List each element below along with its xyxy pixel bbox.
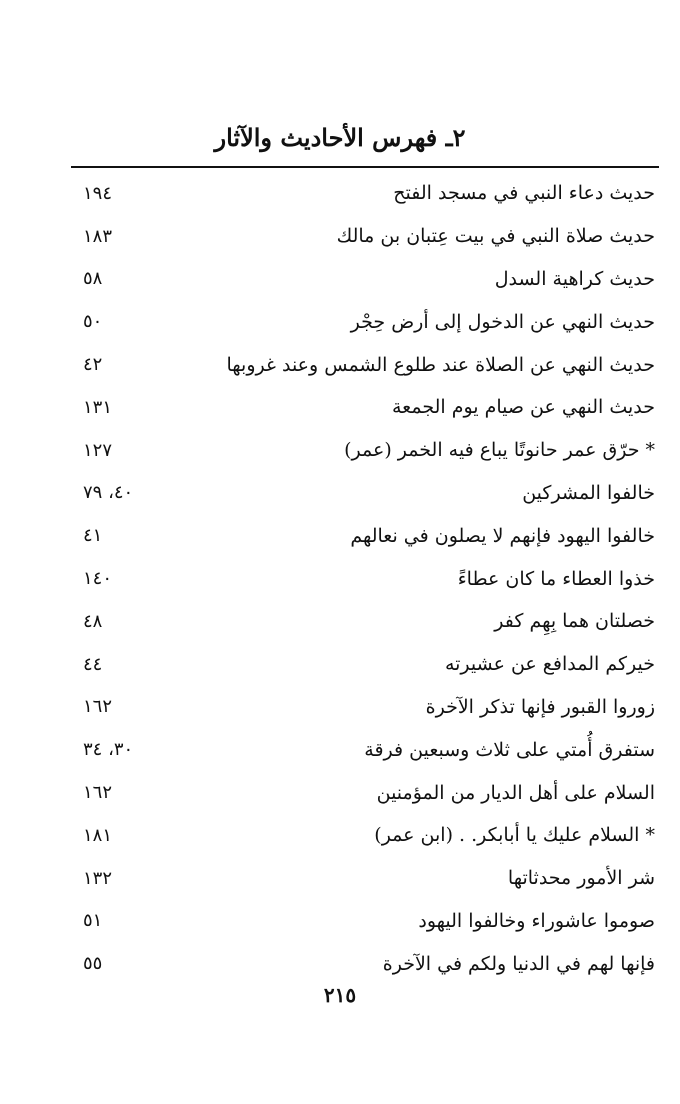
index-entry — [71, 728, 659, 771]
page-reference: ١٨٣ — [83, 225, 113, 247]
hadith-text: خذوا العطاء ما كان عطاءً — [457, 567, 655, 590]
index-entry — [71, 172, 659, 215]
page-reference: ٤٨ — [83, 610, 103, 632]
page-reference: ٥٠ — [83, 311, 103, 333]
hadith-text: خالفوا اليهود فإنهم لا يصلون في نعالهم — [350, 524, 655, 547]
title-divider — [71, 166, 659, 168]
index-entry — [71, 215, 659, 258]
hadith-text: فإنها لهم في الدنيا ولكم في الآخرة — [382, 952, 655, 975]
hadith-text: خصلتان هما بِهِم كفر — [494, 610, 655, 633]
hadith-text: حديث النهي عن صيام يوم الجمعة — [391, 396, 655, 419]
hadith-text: حديث دعاء النبي في مسجد الفتح — [393, 182, 655, 205]
hadith-text: حديث النهي عن الصلاة عند طلوع الشمس وعند غروبها — [226, 353, 655, 376]
hadith-text: شر الأمور محدثاتها — [507, 867, 655, 890]
page-number: ٢١٥ — [323, 983, 357, 1007]
index-entry — [71, 771, 659, 814]
hadith-text: حديث صلاة النبي في بيت عِتبان بن مالك — [336, 225, 655, 248]
page-reference: ٤١ — [83, 525, 103, 547]
index-entry — [71, 386, 659, 429]
page-reference: ١٣١ — [83, 396, 113, 418]
index-entry — [71, 429, 659, 472]
athar-text: * السلام عليك يا أبابكر. . (ابن عمر) — [374, 824, 655, 847]
page-reference: ١٤٠ — [83, 568, 113, 590]
page-reference: ١٩٤ — [83, 182, 113, 204]
page-reference: ٤٤ — [83, 653, 103, 675]
hadith-text: خالفوا المشركين — [522, 481, 655, 504]
index-entry — [71, 343, 659, 386]
athar-text: * حرّق عمر حانوتًا يباع فيه الخمر (عمر) — [344, 439, 655, 462]
section-title: ٢ـ فهرس الأحاديث والآثار — [214, 123, 466, 152]
page-reference: ١٦٢ — [83, 782, 113, 804]
page-reference: ٤٢ — [83, 354, 103, 376]
index-entry — [71, 557, 659, 600]
page-reference: ٥١ — [83, 910, 103, 932]
hadith-text: حديث النهي عن الدخول إلى أرض حِجْر — [350, 310, 655, 333]
hadith-text: السلام على أهل الديار من المؤمنين — [376, 781, 655, 804]
page-reference: ١٣٢ — [83, 867, 113, 889]
index-entry — [71, 814, 659, 857]
index-entry — [71, 643, 659, 686]
index-entry — [71, 900, 659, 943]
index-entry — [71, 514, 659, 557]
hadith-text: صوموا عاشوراء وخالفوا اليهود — [418, 909, 655, 932]
page-reference: ١٢٧ — [83, 439, 113, 461]
hadith-text: خيركم المدافع عن عشيرته — [444, 653, 655, 676]
index-entry — [71, 472, 659, 515]
page-reference: ٥٨ — [83, 268, 103, 290]
page-reference: ٣٠، ٣٤ — [83, 739, 134, 761]
index-entry — [71, 942, 659, 985]
page-reference: ١٦٢ — [83, 696, 113, 718]
index-entry — [71, 686, 659, 729]
hadith-text: زوروا القبور فإنها تذكر الآخرة — [425, 695, 655, 718]
index-entry — [71, 258, 659, 301]
index-list — [71, 172, 659, 985]
index-entry — [71, 857, 659, 900]
page-reference: ٤٠، ٧٩ — [83, 482, 134, 504]
hadith-text: ستفرق أُمتي على ثلاث وسبعين فرقة — [364, 738, 655, 761]
page-reference: ٥٥ — [83, 953, 103, 975]
hadith-text: حديث كراهية السدل — [494, 267, 655, 290]
index-entry — [71, 600, 659, 643]
page-reference: ١٨١ — [83, 824, 113, 846]
index-entry — [71, 300, 659, 343]
